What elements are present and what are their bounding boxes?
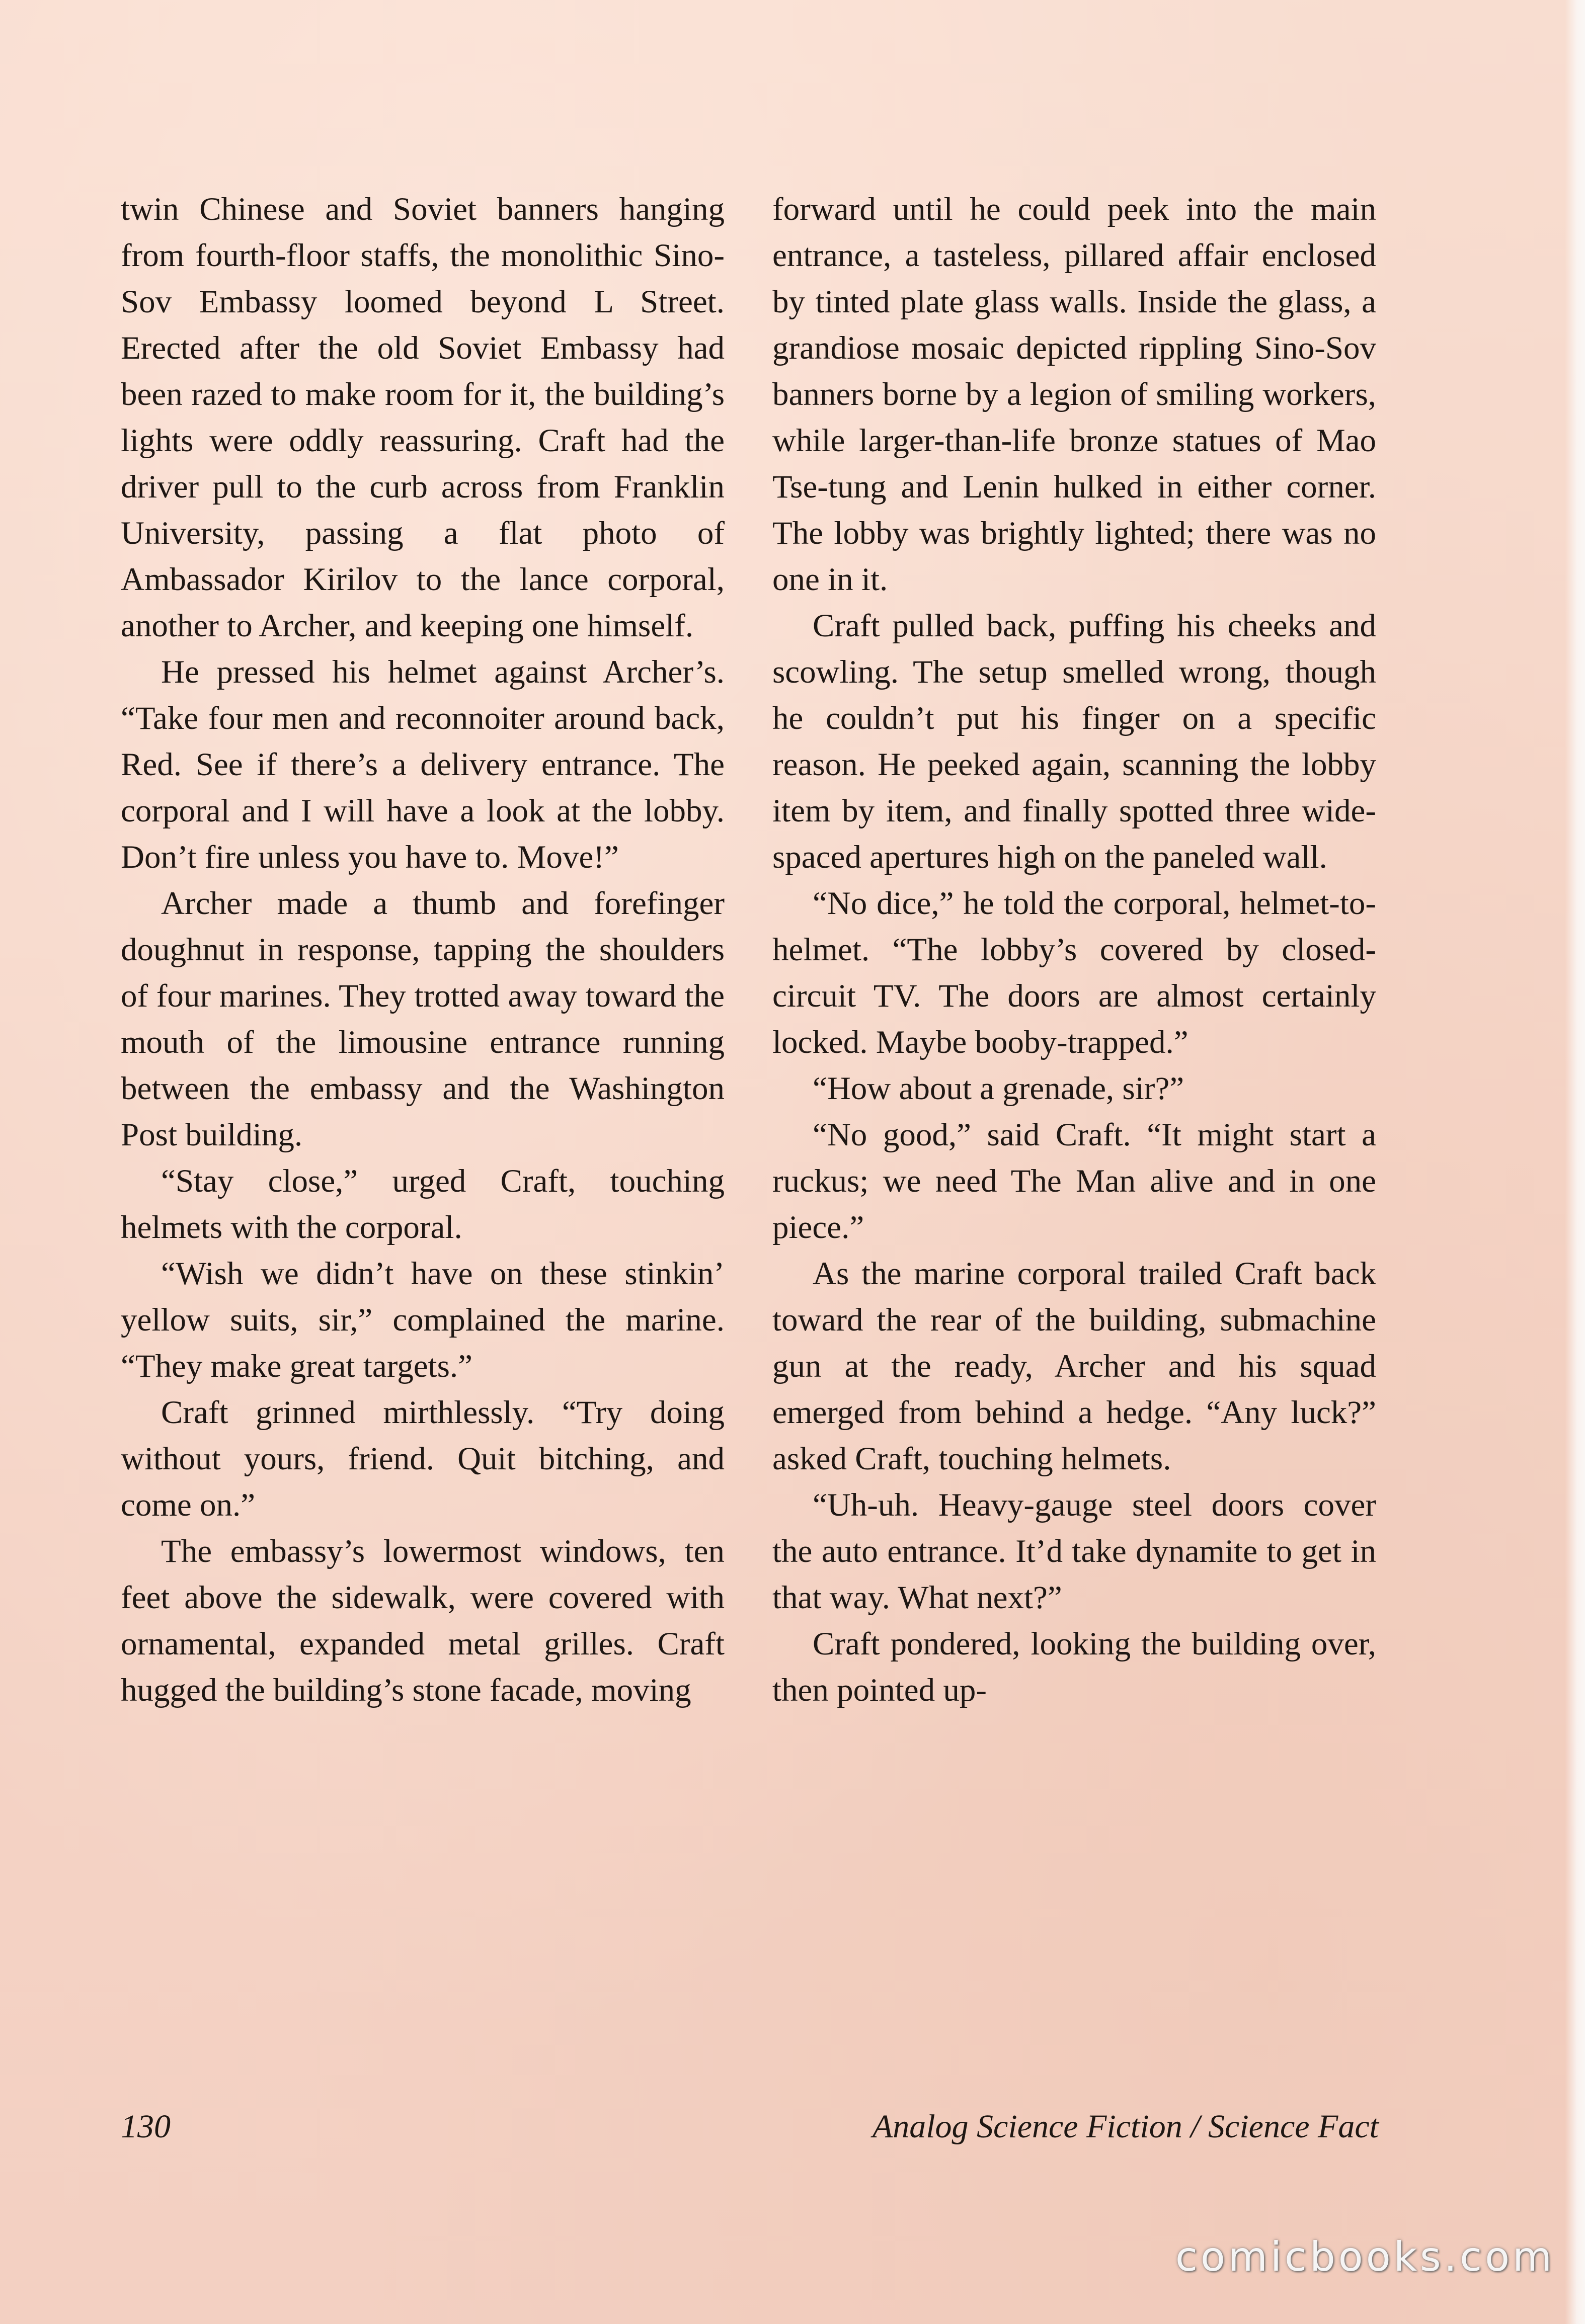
paragraph: Archer made a thumb and forefinger doughnut in response, tapping the shoulders of four marines. They trotted away toward the mouth of the limousine entrance running between the embassy and the Washington Post building.	[121, 885, 725, 1153]
paragraph: twin Chinese and Soviet banners hanging from fourth-floor staffs, the monolithic Sino-Sov Embassy loomed beyond L Street. Erected after the old Soviet Embassy had been razed to make room for it, the building’s lights were oddly reassuring. Craft had the driver pull to the curb across from Franklin University, passing a flat photo of Ambassador Kirilov to the lance corporal, another to Archer, and keeping one himself.	[121, 191, 725, 644]
paragraph: Craft pondered, looking the building over, then pointed up-	[772, 1626, 1376, 1708]
paragraph: Craft grinned mirthlessly. “Try doing without yours, friend. Quit bitching, and come on.”	[121, 1394, 725, 1523]
page-number: 130	[121, 2108, 171, 2145]
paragraph: As the marine corporal trailed Craft back toward the rear of the building, submachine gun at the ready, Archer and his squad emerged from behind a hedge. “Any luck?” asked Craft, touching helmets.	[772, 1256, 1376, 1477]
paragraph: “Wish we didn’t have on these stinkin’ yellow suits, sir,” complained the marine. “They make great targets.”	[121, 1256, 725, 1384]
paragraph: He pressed his helmet against Archer’s. “Take four men and reconnoiter around back, Red. See if there’s a delivery entrance. The corporal and I will have a look at the lobby. Don’t fire unless you have to. Move!”	[121, 654, 725, 875]
running-foot: Analog Science Fiction / Science Fact	[872, 2108, 1379, 2145]
left-text-column	[121, 186, 725, 1713]
watermark: comicbooks.com	[1175, 2233, 1555, 2280]
paragraph: forward until he could peek into the main entrance, a tasteless, pillared affair enclosed by tinted plate glass walls. Inside the glass, a grandiose mosaic depicted rippling Sino-Sov banners borne by a legion of smiling workers, while larger-than-life bronze statues of Mao Tse-tung and Lenin hulked in either corner. The lobby was brightly lighted; there was no one in it.	[772, 191, 1376, 598]
paragraph: “How about a grenade, sir?”	[813, 1070, 1184, 1107]
paragraph: “No dice,” he told the corporal, helmet-to-helmet. “The lobby’s covered by closed-circuit TV. The doors are almost certainly locked. Maybe booby-trapped.”	[772, 885, 1376, 1060]
right-text-column	[772, 186, 1376, 1713]
paragraph: Craft pulled back, puffing his cheeks and scowling. The setup smelled wrong, though he couldn’t put his finger on a specific reason. He peeked again, scanning the lobby item by item, and finally spotted three wide-spaced apertures high on the paneled wall.	[772, 608, 1376, 875]
paragraph: “Uh-uh. Heavy-gauge steel doors cover the auto entrance. It’d take dynamite to get in that way. What next?”	[772, 1487, 1376, 1616]
page-edge	[1565, 0, 1585, 2324]
paragraph: “Stay close,” urged Craft, touching helmets with the corporal.	[121, 1163, 725, 1246]
paragraph: “No good,” said Craft. “It might start a ruckus; we need The Man alive and in one piece.”	[772, 1117, 1376, 1246]
page-footer	[121, 2108, 1379, 2158]
paragraph: The embassy’s lowermost windows, ten feet above the sidewalk, were covered with ornamental, expanded metal grilles. Craft hugged the building’s stone facade, moving	[121, 1533, 725, 1708]
